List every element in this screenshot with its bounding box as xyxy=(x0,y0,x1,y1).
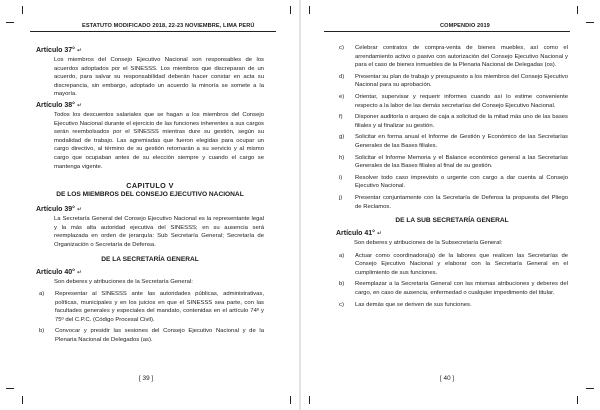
list-item: f) Disponer auditoría o arqueo de caja a solicitud de la mitad más uno de las bases filiales y al finalizar su gestión. xyxy=(339,114,568,129)
list-item: c) Las demás que se deriven de sus funciones. xyxy=(339,301,472,308)
chapter-title: CAPITULO V xyxy=(126,181,174,191)
article-title: Artículo 40° ↵ xyxy=(36,268,82,276)
article-title: Artículo 41° ↵ xyxy=(336,230,382,238)
list-item: i) Resolver todo caso imprevisto o urgente con cargo a dar cuenta al Consejo Ejecutivo Nacional. xyxy=(339,174,568,190)
list-item: g) Solicitar en forma anual el Informe de Gestión y Económico de las Secretarías Generales de las Bases filiales. xyxy=(339,134,568,149)
page-header: COMPENDIO 2019 xyxy=(440,23,490,29)
article-intro: Son deberes y atribuciones de la Subsecretaría General: xyxy=(354,240,503,247)
list-item: a) Representar al SINESSS ante las autoridades públicas, administrativas, políticas, municipales y en los juicios en que el SINESSS sea parte, con las facultades generales y especiales del mandato, contenidas en el artículo 74º y 75º del C.P.C. (Código Procesal Civil). xyxy=(39,291,264,323)
article-intro: Son deberes y atribuciones de la Secretaría General: xyxy=(54,278,193,285)
article-title: Artículo 37° ↵ xyxy=(36,47,82,54)
list-item: d) Presentar su plan de trabajo y presupuesto a los miembros del Consejo Ejecutivo Nacional para su aprobación. xyxy=(339,73,568,89)
article-text: Todos los descuentos salariales que se hagan a los miembros del Consejo Ejecutivo Nacional durante el ejercicio de las funciones inherentes a sus cargos serán reembolsados por el SINESSS mientras dure su gestión, según su modalidad de trabajo. Las agremiadas que fueron elegidas para ocupar un cargo directivo, al término de su gestión retornarán a su servicio y al mismo cargo que ocupaban antes de su elección siempre y cuando el cargo se mantenga vigente. xyxy=(54,111,264,170)
left-column xyxy=(36,44,264,348)
list-item: a) Actuar como coordinadora(a) de la labores que realicen las Secretarías de Consejo Ejecutivo Nacional y elaborar con la Secretaría General en el cumplimiento de sus funciones. xyxy=(339,252,568,276)
right-column xyxy=(336,44,568,312)
article-title: Artículo 38° ↵ xyxy=(36,101,82,109)
page-number: [ 39 ] xyxy=(139,375,154,382)
right-page xyxy=(300,0,600,410)
article-text: La Secretaría General del Consejo Ejecutivo Nacional es la representante legal y la más alta autoridad ejecutiva del SINESSS; en su ausencia será reemplazada en orden de jerarquía: Sub Secretaría General; Secretaría de Organización o Secretaría de Defensa. xyxy=(54,216,264,248)
section-heading: DE LA SUB SECRETARÍA GENERAL xyxy=(395,217,509,225)
list-item: c) Celebrar contratos de compra-venta de bienes muebles, así como el arrendamiento activo o pasivo con autorización del Consejo Ejecutivo Nacional y para el caso de bienes inmuebles de la Plenaria Nacional de Delegadas (os). xyxy=(339,45,568,69)
article-text: Los miembros del Consejo Ejecutivo Nacional son responsables de los acuerdos adoptados por el SINESSS. Los miembros que discreparan de un acuerdo, para salvar su responsabilidad deberán hacer constar en acta su discrepancia, sin embargo, adoptado un acuerdo la minoría se somete a la mayoría. xyxy=(54,57,264,98)
section-heading: DE LA SECRETARÍA GENERAL xyxy=(101,255,199,263)
article-title: Artículo 39° ↵ xyxy=(36,206,82,214)
list-item: b) Reemplazar a la Secretaría General con las mismas atribuciones y deberes del cargo, en caso de ausencia, enfermedad o cualquier impedimento del titular. xyxy=(339,281,568,297)
list-item: j) Presentar conjuntamente con la Secretaría de Defensa la propuesta del Pliego de Reclamos. xyxy=(339,194,568,210)
chapter-subtitle: DE LOS MIEMBROS DEL CONSEJO EJECUTIVO NACIONAL xyxy=(56,191,244,199)
list-item: e) Orientar, supervisar y requerir informes cuando así lo estime conveniente respecto a la labor de las demás secretarías del Consejo Ejecutivo Nacional. xyxy=(339,93,568,109)
page-number: [ 40 ] xyxy=(440,375,455,382)
list-item: h) Solicitar el Informe Memoria y el Balance económico general a las Secretarías Generales de las Bases filiales al final de su gestión. xyxy=(339,154,568,170)
page-header: ESTATUTO MODIFICADO 2018, 22-23 NOVIEMBRE, LIMA PERÚ xyxy=(82,23,255,29)
header-rule xyxy=(30,31,276,32)
list-item: b) Convocar y presidir las sesiones del Consejo Ejecutivo Nacional y de la Plenaria Nacional de Delegados (as). xyxy=(39,328,264,344)
header-rule xyxy=(324,31,570,32)
